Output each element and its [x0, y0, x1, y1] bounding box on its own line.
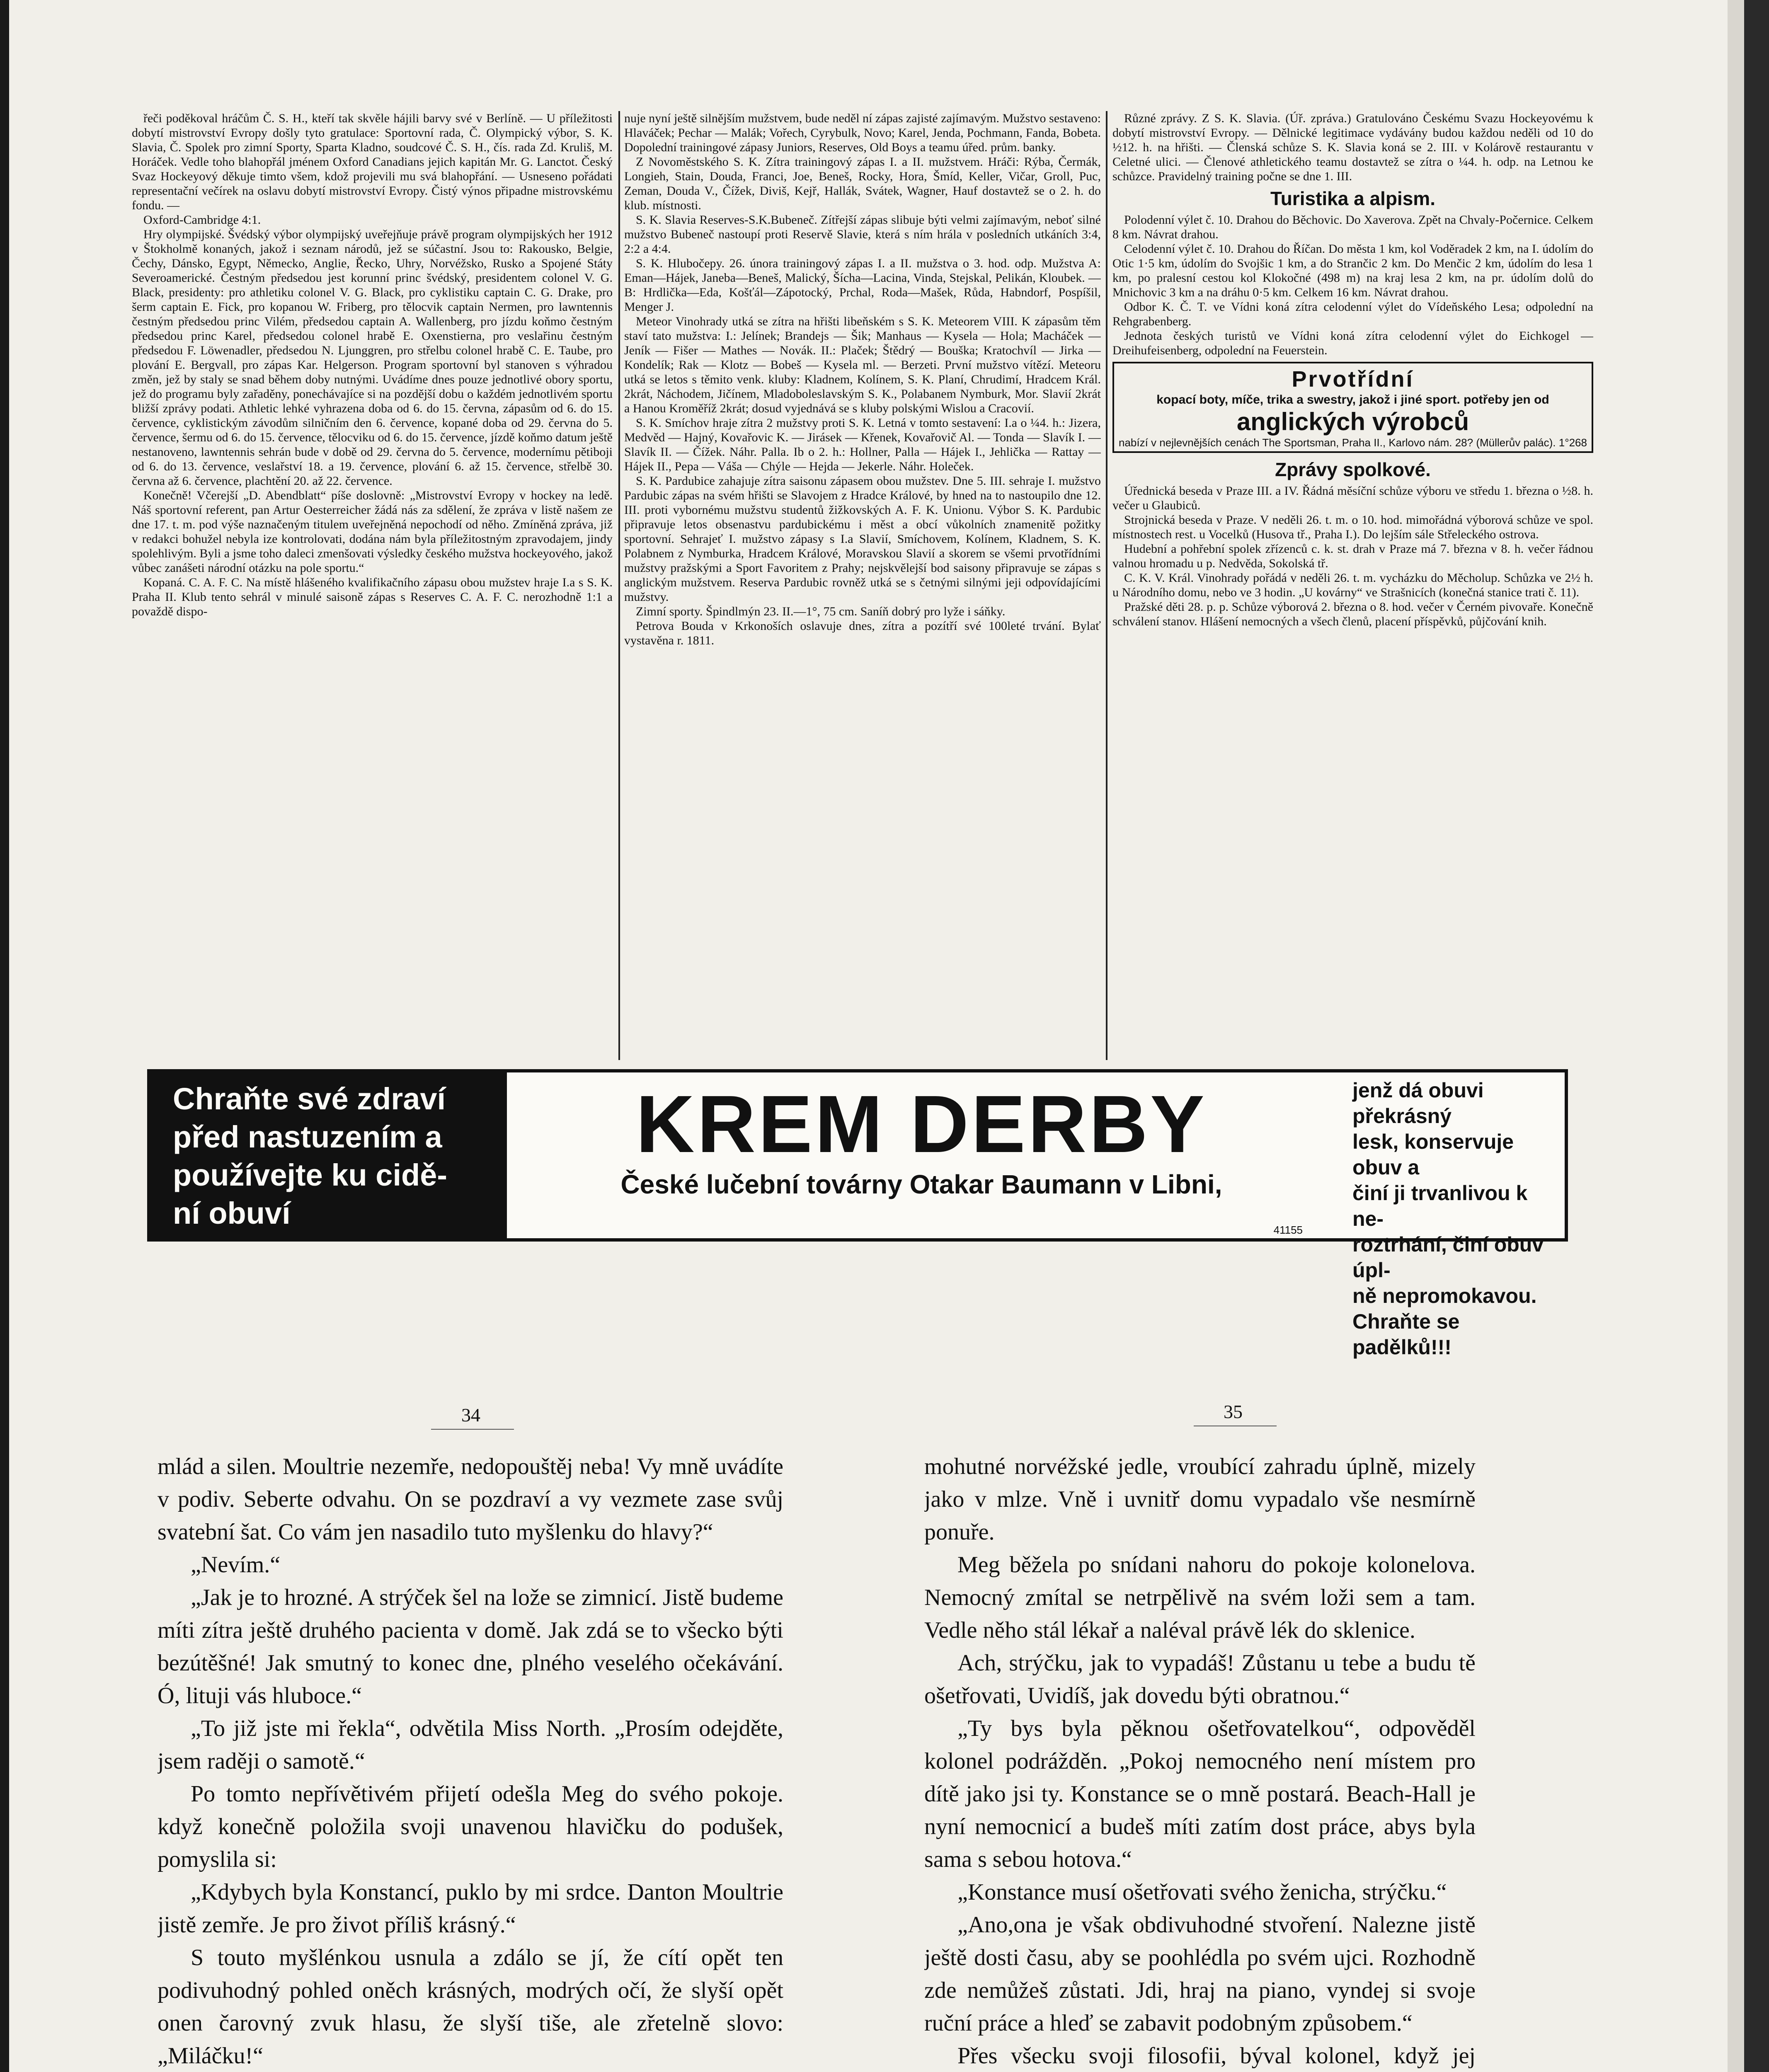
banner-subtitle: České lučební továrny Otakar Baumann v Libni,: [620, 1169, 1222, 1199]
column-rule: [1106, 111, 1107, 1060]
banner-left-panel: [150, 1072, 507, 1238]
banner-right-line: roztrhání, činí obuv úpl-: [1352, 1233, 1544, 1282]
news-paragraph: S. K. Hlubočepy. 26. února trainingový zápas I. a II. mužstva o 3. hod. odp. Mužstva A: Eman—Hájek, Janeba—Beneš, Malický, Šícha—Lacina, Vinda, Stejskal, Pelikán, Kloubek. — B: Hrdlička—Eda, Košťál—Zápotocký, Prchal, Roda—Mašek, Růda, Habndorf, Pospíšil, Menger J.: [624, 257, 1101, 314]
news-paragraph: Z Novoměstského S. K. Zítra trainingový zápas I. a II. mužstvem. Hráči: Rýba, Čermák, Longieh, Stain, Douda, Franci, Joe, Beneš, Rocky, Hora, Šmíd, Keller, Vičar, Groll, Puc, Zeman, Douda V., Čížek, Diviš, Kejř, Hallák, Svátek, Wagner, Hauf dostavtež se o 2. h. do klub. místnosti.: [624, 155, 1101, 212]
book-paragraph: Přes všecku svoji filosofii, býval kolonel, když jej: [957, 2043, 1476, 2069]
news-paragraph: Jednota českých turistů ve Vídni koná zítra celodenní výlet do Eichkogel — Dreihufeisenberg, odpolední na Feuerstein.: [1112, 329, 1593, 357]
news-paragraph: Petrova Bouda v Krkonoších oslavuje dnes, zítra a pozítří své 100leté trvání. Bylať vystavěna r. 1811.: [624, 619, 1101, 647]
book-paragraph: „Jak je to hrozné. A strýček šel na lože se zimnicí. Jistě budeme míti zítra ještě druhého pacienta v domě. Jak zdá se to všecko býti bezútěšné! Jak smutný to konec dne, plného veselého očekávání. Ó, lituji vás hluboce.“: [158, 1585, 783, 1709]
banner-center: [536, 1072, 1307, 1238]
news-paragraph: nuje nyní ještě silnějším mužstvem, bude neděl ní zápas zajisté zajímavým. Mužstvo sestaveno: Hlaváček; Pechar — Malák; Vořech, Cyrybulk, Novo; Karel, Jenda, Pochmann, Fanda, Bobeta. Dopolední trainingové zápasy Juniors, Reserves, Old Boys a teamu úřed. prům. banky.: [624, 111, 1101, 154]
book-page-right: [924, 1450, 1476, 2072]
banner-right-line: činí ji trvanlivou k ne-: [1352, 1181, 1528, 1230]
banner-right-line: ně nepromokavou.: [1352, 1284, 1537, 1307]
news-paragraph: řeči poděkoval hráčům Č. S. H., kteří tak skvěle hájili barvy své v Berlíně. — U příležitosti dobytí mistrovství Evropy došly tyto gratulace: Sportovní rada, Č. Olympický výbor, S. K. Slavia, Č. Spolek pro zimní Sporty, Sparta Kladno, soudcové Č. S. H., čís. rada Zd. Kruliš, M. Horáček. Vedle toho blahopřál jménem Oxford Canadians jejich kapitán Mr. G. Lanctot. Český Svaz Hockeyový děkuje timto všem, kdož projevili mu svá blahopřání. — Usneseno pořádati representační večírek na oslavu dobytí mistrovství Evropy. Čistý výnos připadne mistrovskému fondu. —: [132, 111, 613, 212]
news-paragraph: S. K. Smíchov hraje zítra 2 mužstvy proti S. K. Letná v tomto sestavení: I.a o ¼4. h.: Jizera, Medvěd — Hajný, Kovařovic K. — Jirásek — Křenek, Kovařovič Al. — Tonda — Slavík I. — Slavík II. — Čížek. Náhr. Palla. Ib o 2. h.: Hollner, Palla — Hájek I., Jehlička — Rattay — Hájek II., Pepa — Váša — Chýle — Hejda — Jekerle. Náhr. Holeček.: [624, 416, 1101, 473]
news-paragraph: Kopaná. C. A. F. C. Na místě hlášeného kvalifikačního zápasu obou mužstev hraje I.a s S. K. Praha II. Klub tento sehrál v minulé saisoně zápas s Reserves C. A. F. C. nerozhodně 1:1 a považdě dispo-: [132, 576, 613, 618]
news-paragraph: Zimní sporty. Špindlmýn 23. II.—1°, 75 cm. Saníň dobrý pro lyže i sáňky.: [636, 605, 1006, 618]
news-paragraph: Oxford-Cambridge 4:1.: [143, 213, 261, 227]
book-paragraph: Meg běžela po snídani nahoru do pokoje kolonelova. Nemocný zmítal se netrpělivě na svém loži sem a tam. Vedle něho stál lékař a naléval právě lék do sklenice.: [924, 1552, 1476, 1643]
banner-right-line: Chraňte se padělků!!!: [1352, 1310, 1460, 1359]
news-column-1: [132, 111, 613, 1060]
banner-title: KREM DERBY: [636, 1079, 1207, 1169]
book-paragraph: Po tomto nepřívětivém přijetí odešla Meg do svého pokoje. když konečně položila svoji unavenou hlavičku do podušek, pomyslila si:: [158, 1781, 783, 1872]
book-paragraph: S touto myšlénkou usnula a zdálo se jí, že cítí opět ten podivuhodný pohled oněch krásných, modrých očí, že slyší opět onen čarovný zvuk hlasu, že slyší tiše, ale zřetelně slovo: „Miláčku!“: [158, 1945, 783, 2069]
news-paragraph: Celodenní výlet č. 10. Drahou do Říčan. Do města 1 km, kol Voděradek 2 km, na I. údolím do Otic 1·5 km, údolím do Svojšic 1 km, a do Strančic 2 km. Do Menčic 2 km, údolím do lesa 1 km, po pralesní cestou kol Klokočné (498 m) na kraj lesa 2 km, na pr. údolím dolů do Mnichovic 3 km a na dráhu 0·5 km. Celkem 16 km. Návrat drahou.: [1112, 242, 1593, 299]
scan-right-edge: [1744, 0, 1769, 2072]
banner-left-line: Chraňte své zdraví: [173, 1082, 446, 1116]
news-paragraph: Odbor K. Č. T. ve Vídni koná zítra celodenní výlet do Vídeňského Lesa; odpolední na Rehgrabenberg.: [1112, 300, 1593, 328]
book-page-left: [158, 1450, 783, 2072]
right-page-number: 35: [1224, 1401, 1243, 1422]
book-paragraph: mohutné norvéžské jedle, vroubící zahradu úplně, mizely jako v mlze. Vně i uvnitř domu vypadalo vše nesmírně ponuře.: [924, 1454, 1476, 1545]
news-paragraph: C. K. V. Král. Vinohrady pořádá v neděli 26. t. m. vycházku do Měcholup. Schůzka ve 2½ h. u Národního domu, nebo ve 3 hodin. „U kovárny“ ve Strašnicích (konečná stanice trati č. 11).: [1112, 571, 1593, 599]
news-column-3: [1112, 111, 1593, 1060]
banner-right-line: lesk, konservuje obuv a: [1352, 1130, 1514, 1179]
left-page-number: 34: [461, 1404, 480, 1426]
news-paragraph: Hry olympijské. Švédský výbor olympijský uveřejňuje právě program olympijských her 1912 v Štokholmě konaných, jakož i seznam národů, jež se súčastní. Jsou to: Rakousko, Belgie, Čechy, Dánsko, Egypt, Německo, Anglie, Řecko, Uhry, Norvéžsko, Rusko a Spojené Státy Severoamerické. Čestným předsedou jest korunní princ švédský, presidentem colonel V. G. Black, presidenty: pro athletiku colonel V. G. Black, pro cyklistiku captain C. G. Drake, pro šerm captain E. Fick, pro kopanou W. Friberg, pro tělocvik captain Nermen, pro lawntennis čestným předsedou princ Vilém, předsedou captain A. Wallenberg, pro jízdu koňmo čestným předsedou princ Karel, předsedou colonel hrabě E. Oxenstierna, pro veslařinu čestným předsedou F. Löwenadler, předsedou N. Ljunggren, pro střelbu colonel hrabě C. E. Taube, pro plování E. Bergvall, pro zápas Kar. Helgerson. Program sportovní byl stanoven s výhradou změn, jež by staly se snad během doby nutnými. Uvádíme dnes pouze jednotlivé obory sportu, jež do programu byly zařaděny, ponechávajíce si na pozdější dobu o každém jednotlivém sportu bližší zprávy podati. Athletic lehké vyhrazena doba od 6. do 15. června, zápasům od 6. do 15. července, cyklistickým závodům silničním den 6. července, kopané doba od 29. června do 5. července, šermu od 6. do 15. července, tělocviku od 6. do 15. července, jízdě koňmo datum ještě nestanoveno, lawntennis sehrán bude v době od 29. června do 5. července, modernímu pětiboji od 6. do 13. července, veslařství 18. a 19. července, plování 6. až 15. července, střelbě 30. června až 6. července, plachtění 20. až 22. července.: [132, 228, 613, 488]
book-paragraph: „Ty bys byla pěknou ošetřovatelkou“, odpověděl kolonel podrážděn. „Pokoj nemocného není místem pro dítě jako jsi ty. Konstance se o mně postará. Beach-Hall je nyní nemocnicí a budeš míti zatím dost práce, abys byla sama s sebou hotova.“: [924, 1716, 1476, 1872]
banner-right-line: jenž dá obuvi překrásný: [1352, 1079, 1484, 1128]
book-paragraph: „To již jste mi řekla“, odvětila Miss North. „Prosím odejděte, jsem raději o samotě.“: [158, 1716, 783, 1774]
news-paragraph: Konečně! Včerejší „D. Abendblatt“ píše doslovně: „Mistrovství Evropy v hockey na ledě. Náš sportovní referent, pan Artur Oesterreicher žádá nás za sdělení, že zpráva v listě našem ze dne 17. t. m. pod výše naznačeným titulem uveřejněná nepochodí od něho. Zmíněná zpráva, již v redakci bohužel nebyla ize kontrolovati, dodána nám byla příležitostným zpravodajem, jindy spolehlivým. Byli a jsme toho daleci zmenšovati výsledky českého mužstva hockeyového, jakož vůbec zanášeti národní otázku na pole sportu.“: [132, 489, 613, 575]
news-paragraph: S. K. Slavia Reserves-S.K.Bubeneč. Zítřejší zápas slibuje býti velmi zajímavým, neboť silné mužstvo Bubeneč nastoupí proti Reservě Slavie, která s ním hrála v posledních utkáních 3:4, 2:2 a 4:4.: [624, 213, 1101, 256]
news-paragraph: S. K. Pardubice zahajuje zítra saisonu zápasem obou mužstev. Dne 5. III. sehraje I. mužstvo Pardubic zápas na svém hřišti se Slavojem z Hradce Králové, by hned na to nastoupilo dne 12. III. proti vybornému mužstvu studentů žižkovských A. F. K. Unionu. Výbor S. K. Pardubic připravuje letos obsenastvu pardubickému i měst a obcí vůkolních znamenitě požitky sportovní. Sehrajeť I. mužstvo zápasy s I.a Slavií, Smíchovem, Kolínem, Kladnem, S. K. Polabnem z Nymburka, Hradcem Králové, Moravskou Slavií a skorem se všemi prvotřídními mužstvy pražskými a Sport Favoritem z Prahy; nejskvělejší bod saisony připravuje se zápas s anglickým mužstvem. Reserva Pardubic rovněž utká se s četnými silnými jeji odpovídajícími mužstvy.: [624, 474, 1101, 604]
news-paragraph: Hudební a pohřební spolek zřízenců c. k. st. drah v Praze má 7. března v 8. h. večer řádnou valnou hromadu u p. Nedvěda, Sokolská tř.: [1112, 542, 1593, 570]
news-paragraph: Strojnická beseda v Praze. V neděli 26. t. m. o 10. hod. mimořádná výborová schůze ve spol. místnostech rest. u Vocelků (Husova tř., Praha I.). Do lejším sále Střeleckého ostrova.: [1112, 513, 1593, 541]
news-paragraph: Různé zprávy. Z S. K. Slavia. (Úř. zpráva.) Gratulováno Českému Svazu Hockeyovému k dobytí mistrovství Evropy. — Dělnické legitimace vydávány budou každou neděli od 10 do ½12. h. na hřišti. — Členská schůze S. K. Slavia koná se 2. III. v Kolárově restaurantu v Celetné ulici. — Členové athletického teamu dostavtež se zítra o ¼4. h. odp. na Letnou ke schůzce. Pravidelný training počne se dne 1. III.: [1112, 111, 1593, 183]
scan-right-margin: [1728, 0, 1744, 2072]
banner-left-line: před nastuzením a: [173, 1120, 442, 1154]
column-rule: [618, 111, 620, 1060]
book-paragraph: „Konstance musí ošetřovati svého ženicha, strýčku.“: [957, 1879, 1447, 1905]
book-paragraph: Ach, strýčku, jak to vypadáš! Zůstanu u tebe a budu tě ošetřovati, Uvidíš, jak dovedu býti obratnou.“: [924, 1650, 1476, 1709]
scan-left-edge: [0, 0, 9, 2072]
ad-code: 1°268: [1558, 436, 1587, 449]
section-heading-zpravy-spolkove: Zprávy spolkové.: [1275, 459, 1431, 480]
ad-headline: anglických výrobců: [1236, 408, 1469, 436]
banner-left-line: používejte ku cidě-: [173, 1158, 448, 1192]
ad-line: nabízí v nejlevnějších cenách The Sportsman, Praha II., Karlovo nám. 28? (Müllerův palác). 1°268: [1119, 436, 1587, 449]
sportsman-advertisement: [1112, 362, 1593, 453]
news-paragraph: Meteor Vinohrady utká se zítra na hřišti libeňském s S. K. Meteorem VIII. K zápasům těm staví tato mužstva: I.: Jelínek; Brandejs — Šik; Manhaus — Kysela — Hola; Macháček — Jeník — Fišer — Mathes — Novák. II.: Plaček; Štědrý — Bouška; Kratochvíl — Jirka — Kondelík; Rak — Klotz — Bobeš — Kysela ml. — Berzeti. První mužstvo vítězí. Meteoru utká se letos s těmito venk. kluby: Kladnem, Kolínem, S. K. Planí, Chrudimí, Hradcem Král. 2krát, Náchodem, Jičínem, Mladoboleslavským S. K., Polabanem Nymburk, Mor. Slavií 2krát a Hanou Kroměříž 2krát; dosud vyjednává se s kluby polskými Wislou a Cracovií.: [624, 315, 1101, 415]
banner-left-line: ní obuví: [173, 1196, 291, 1230]
banner-code: 41155: [1273, 1224, 1303, 1236]
book-paragraph: „Ano,ona je však obdivuhodné stvoření. Nalezne jistě ještě dosti času, aby se poohlédla po svém ujci. Rozhodně zde nemůžeš zůstati. Jdi, hraj na piano, vyndej si svoje ruční práce a hleď se zabavit podobným způsobem.“: [924, 1912, 1476, 2036]
section-heading-turistika: Turistika a alpism.: [1270, 188, 1435, 209]
book-paragraph: mlád a silen. Moultrie nezemře, nedopouštěj neba! Vy mně uvádíte v podiv. Seberte odvahu. On se pozdraví a vy vezmete zase svůj svatební šat. Co vám jen nasadilo tuto myšlenku do hlavy?“: [158, 1454, 783, 1545]
ad-line: kopací boty, míče, trika a swestry, jakož i jiné sport. potřeby jen od: [1156, 393, 1549, 407]
krem-derby-banner: [147, 1069, 1568, 1359]
news-paragraph: Úřednická beseda v Praze III. a IV. Řádná měsíční schůze výboru ve středu 1. března o ½8. h. večer u Glaubiců.: [1112, 484, 1593, 512]
page-number-rule: [431, 1429, 514, 1430]
banner-right-panel: [1352, 1072, 1561, 1359]
news-paragraph: Polodenní výlet č. 10. Drahou do Běchovic. Do Xaverova. Zpět na Chvaly-Počernice. Celkem 8 km. Návrat drahou.: [1112, 213, 1593, 241]
news-column-2: [624, 111, 1101, 1060]
book-paragraph: „Nevím.“: [191, 1552, 281, 1578]
news-paragraph: Pražské děti 28. p. p. Schůze výborová 2. března o 8. hod. večer v Černém pivovaře. Konečně schválení stanov. Hlášení nemocných a všech členů, placení příspěvků, půjčování knih.: [1112, 600, 1593, 628]
ad-title: Prvotřídní: [1292, 367, 1414, 392]
book-paragraph: „Kdybych byla Konstancí, puklo by mi srdce. Danton Moultrie jistě zemře. Je pro život příliš krásný.“: [158, 1879, 783, 1938]
